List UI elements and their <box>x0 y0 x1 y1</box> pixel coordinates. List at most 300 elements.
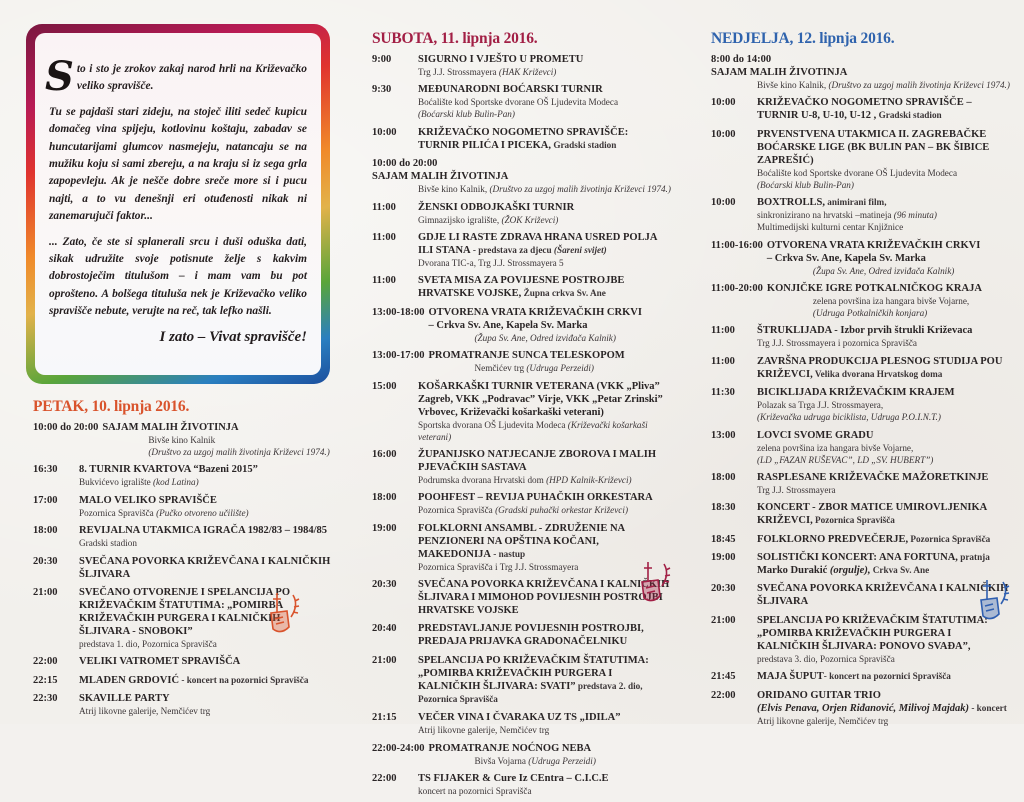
event-title-text: TS FIJAKER & Cure Iz CEntra – C.I.C.E <box>418 773 609 785</box>
event-title-text: PRVENSTVENA UTAKMICA II. ZAGREBAČKE BOĆARSKE LIGE (BK BULIN PAN – BK ŠIBICE ZAPREŠIĆ) <box>757 128 990 166</box>
event-location <box>711 79 1011 91</box>
event-time: 11:00-16:00 <box>711 239 763 251</box>
event-location-text: Pozornica Spravišča <box>79 507 154 518</box>
event-location <box>79 705 333 717</box>
event-body <box>757 429 1011 466</box>
event-time: 10:00 <box>711 97 736 109</box>
sunday-title: NEDJELJA, 12. lipnja 2016. <box>711 30 895 47</box>
event-location-text: Bivša Vojarna <box>474 755 526 766</box>
event-location <box>418 724 672 736</box>
event-organizer: (LD „FAZAN RUŠEVAC”, LD „SV. HUBERT”) <box>757 454 934 465</box>
event-location <box>418 561 672 573</box>
crest-icon-saturday <box>638 560 674 604</box>
event-location-text: Bivše kino Kalnik, <box>757 80 827 90</box>
event-suffix2: Crkva Sv. Ane <box>870 565 930 576</box>
event-organizer: (kod Latina) <box>153 477 199 488</box>
event-title-text: OTVORENA VRATA KRIŽEVAČKIH CRKVI <box>428 306 642 318</box>
event-location-text: zelena površina iza hangara bivše Vojarne, <box>812 295 970 306</box>
event-item <box>372 126 672 152</box>
event-title-text: KONCERT - ZBOR MATICE UMIROVLJENIKA KRIŽEVCI, <box>757 502 987 527</box>
event-time: 9:00 <box>372 54 392 65</box>
event-suffix: - koncert na pozornici Spravišča <box>179 674 309 685</box>
event-body <box>418 448 672 486</box>
event-location-text: Gimnazijsko igralište, <box>418 214 500 225</box>
event-item <box>372 201 672 226</box>
event-title-text: FOLKLORNO PREDVEČERJE, <box>757 533 909 545</box>
event-title <box>418 274 672 300</box>
event-item <box>33 692 333 717</box>
event-title-line2 <box>429 319 673 332</box>
event-location <box>429 755 673 767</box>
event-item <box>711 282 1011 319</box>
event-location <box>418 419 672 443</box>
event-item <box>711 670 1011 683</box>
event-time: 11:00-20:00 <box>711 282 763 294</box>
event-item <box>711 128 1011 191</box>
event-body <box>418 622 672 648</box>
event-location-text: Dvorana TIC-a, Trg J.J. Strossmayera 5 <box>418 257 564 268</box>
event-title-text: KONJIČKE IGRE POTKALNIČKOG KRAJA <box>766 282 982 294</box>
event-body <box>79 463 333 488</box>
event-item <box>372 380 672 443</box>
event-item <box>33 524 333 549</box>
event-location-text: Bivše kino Kalnik <box>148 435 216 445</box>
event-organizer: (Udruga Perzeidi) <box>528 755 596 766</box>
event-organizer: (Župa Sv. Ane, Odred izviđača Kalnik) <box>812 265 955 276</box>
event-title-text: VELIKI VATROMET SPRAVIŠČA <box>79 656 241 668</box>
event-title-text: ŽUPANIJSKO NATJECANJE ZBOROVA I MALIH PJEVAČKIH SASTAVA <box>418 448 657 473</box>
event-title-text: MAJA ŠUPUT <box>757 671 824 683</box>
event-time: 22:00 <box>33 656 58 668</box>
event-item <box>711 53 1011 91</box>
event-organizer: (Gradski puhački orkestar Križevci) <box>495 505 628 516</box>
event-location <box>79 507 333 519</box>
event-title <box>418 201 672 214</box>
event-title <box>757 96 1011 122</box>
event-item <box>372 742 672 767</box>
event-location-text: sinkronizirano na hrvatski –matineja <box>757 210 892 221</box>
event-location-text: Trg J.J. Strossmayera <box>418 67 497 77</box>
event-title <box>418 711 672 724</box>
event-title2: Marko Durakić <box>757 565 828 577</box>
event-title <box>79 494 333 507</box>
event-title2-italic: (Elvis Penava, Orjen Riđanović, Milivoj Majdak) <box>757 702 970 714</box>
event-title <box>418 448 672 474</box>
event-title <box>418 380 672 419</box>
event-item <box>372 654 672 706</box>
event-title-text: KOŠARKAŠKI TURNIR VETERANA (VKK „Pliva” Zagreb, VKK „Podravac” Virje, VKK „Petar Zrinski” Vrbovec, Križevački košarkaški veterani) <box>418 380 663 418</box>
event-title <box>429 349 673 362</box>
event-title-text: MALO VELIKO SPRAVIŠČE <box>79 494 217 506</box>
event-item <box>372 231 672 269</box>
event-organizer: (Križevačka udruga biciklista, Udruga P.O.I.N.T.) <box>757 412 941 423</box>
event-title <box>79 655 333 668</box>
event-body <box>757 614 1011 665</box>
event-time: 16:30 <box>33 464 58 476</box>
event-time: 18:00 <box>372 492 397 504</box>
event-suffix: Gradski stadion <box>876 110 942 121</box>
event-time: 13:00 <box>711 429 736 441</box>
event-title <box>429 306 673 319</box>
event-body <box>757 582 1011 608</box>
event-location-text: Boćalište kod Sportske dvorane OŠ Ljudevita Modeca <box>757 167 958 178</box>
event-organizer: (Boćarski klub Bulin-Pan) <box>757 179 854 190</box>
event-location <box>79 638 333 650</box>
event-suffix: animirani film, <box>824 197 887 208</box>
friday-title: PETAK, 10. lipnja 2016. <box>33 398 190 415</box>
event-body <box>757 471 1011 496</box>
event-title2: – Crkva Sv. Ane, Kapela Sv. Marka <box>766 252 926 264</box>
event-title-text: OTVORENA VRATA KRIŽEVAČKIH CRKVI <box>766 239 981 251</box>
event-time: 20:30 <box>33 555 58 567</box>
event-location <box>757 399 1011 411</box>
saturday-events <box>372 53 672 797</box>
event-title-text: FOLKLORNI ANSAMBL - ZDRUŽENIE NA PENZIONERI NA OPŠTINA KOČANI, MAKEDONIJA <box>418 522 625 560</box>
event-suffix: pratnja <box>957 552 990 563</box>
event-location-text: Trg J.J. Strossmayera <box>757 484 836 495</box>
event-time: 22:00-24:00 <box>372 742 425 754</box>
event-title-text: SVEČANO OTVORENJE I SPELANCIJA PO KRIŽEVAČKIM ŠTATUTIMA: „POMIRBA KRIŽEVAČKIH PURGERA I KALNIČKIH ŠLJIVARA - SNOBOKI” <box>79 586 290 637</box>
event-item <box>372 448 672 486</box>
event-title-text: ŽENSKI ODBOJKAŠKI TURNIR <box>418 201 575 213</box>
event-title-text: GDJE LI RASTE ZDRAVA HRANA USRED POLJA ILI STANA <box>418 231 657 256</box>
event-item <box>372 274 672 300</box>
friday-events <box>33 421 333 717</box>
event-title <box>757 386 1011 399</box>
event-title-text: REVIJALNA UTAKMICA IGRAČA 1982/83 – 1984/85 <box>79 525 328 537</box>
event-title <box>79 674 333 687</box>
event-body <box>102 421 333 458</box>
dropcap-letter: S <box>45 53 74 100</box>
event-location <box>372 183 672 195</box>
event-location <box>757 442 1011 454</box>
event-title <box>372 170 672 183</box>
event-body <box>429 742 673 767</box>
event-time: 22:00 <box>711 689 736 701</box>
event-title <box>757 614 1011 653</box>
event-item <box>711 533 1011 546</box>
event-body <box>418 578 672 617</box>
event-title-line2 <box>757 702 1011 715</box>
event-title <box>757 533 1011 546</box>
event-item <box>372 578 672 617</box>
event-body <box>79 524 333 549</box>
event-item <box>33 674 333 687</box>
event-body <box>418 654 672 706</box>
event-body <box>79 655 333 668</box>
event-location-text: Atrij likovne galerije, Nemčićev trg <box>757 715 889 726</box>
event-body <box>711 66 1011 91</box>
event-title-text: SIGURNO I VJEŠTO U PROMETU <box>418 54 584 65</box>
event-time: 11:00 <box>711 355 735 367</box>
event-location: Multimedijski kulturni centar Knjižnice <box>757 222 904 233</box>
event-item <box>711 582 1011 608</box>
event-item <box>372 83 672 120</box>
event-location-text: Boćalište kod Sportske dvorane OŠ Ljudevita Modeca <box>418 97 619 108</box>
event-time: 18:45 <box>711 533 736 545</box>
crest-icon-sunday <box>977 578 1013 622</box>
event-time: 22:00 <box>372 773 397 785</box>
event-title-text: VEČER VINA I ČVARAKA UZ TS „IDILA” <box>418 712 621 724</box>
event-location-text: Pozornica Spravišča <box>418 505 493 516</box>
event-suffix: Pozornica Spravišča <box>812 515 895 526</box>
event-title-text: SOLISTIČKI KONCERT: ANA FORTUNA, <box>757 552 958 564</box>
event-time: 11:30 <box>711 387 735 399</box>
event-item <box>372 711 672 736</box>
event-body <box>79 692 333 717</box>
event-time: 16:00 <box>372 448 397 460</box>
event-title-text: PROMATRANJE NOĆNOG NEBA <box>428 742 592 754</box>
event-body <box>757 96 1011 122</box>
event-title-text: BOXTROLLS, <box>757 197 825 209</box>
event-body <box>418 380 672 443</box>
event-title <box>757 689 1011 702</box>
event-suffix: - koncert na pozornici Spravišča <box>823 671 951 682</box>
event-title <box>757 196 1011 209</box>
event-title-text: SVETA MISA ZA POVIJESNE POSTROJBE HRVATSKE VOJSKE, <box>418 275 625 300</box>
event-location-text: Nemčićev trg <box>474 363 525 374</box>
event-suffix: - predstava za djecu <box>470 244 554 255</box>
event-title <box>418 126 672 152</box>
event-location-text: Sportska dvorana OŠ Ljudevita Modeca <box>418 419 566 430</box>
event-suffix2: - koncert <box>969 702 1007 713</box>
event-location <box>79 537 333 549</box>
event-location-text: Podrumska dvorana Hrvatski dom <box>418 474 544 485</box>
intro-box <box>26 24 330 384</box>
event-title <box>79 524 333 537</box>
sunday-events <box>711 53 1011 727</box>
event-body <box>757 670 1011 683</box>
event-location-text: koncert na pozornici Spravišča <box>418 786 532 797</box>
event-time: 21:15 <box>372 712 397 724</box>
event-location <box>418 504 672 516</box>
event-item <box>711 324 1011 349</box>
saturday-schedule <box>372 30 672 802</box>
event-location-text: Atrij likovne galerije, Nemčićev trg <box>79 706 211 717</box>
event-body <box>767 282 1011 319</box>
event-location <box>418 785 672 797</box>
event-title <box>757 670 1011 683</box>
event-item <box>33 555 333 581</box>
event-time: 11:00 <box>372 201 396 213</box>
event-title <box>757 471 1011 484</box>
event-title <box>757 582 1011 608</box>
event-location-text: Atrij likovne galerije, Nemčićev trg <box>418 725 550 736</box>
event-location-text: Pozornica Spravišča i Trg J.J. Strossmayera <box>418 561 579 572</box>
event-time: 10:00 <box>372 126 397 138</box>
event-title <box>418 622 672 648</box>
event-location <box>418 96 672 108</box>
event-body <box>418 83 672 120</box>
event-title <box>757 324 1011 337</box>
event-body <box>757 324 1011 349</box>
event-location-text: Bivše kino Kalnik, <box>418 184 488 195</box>
event-title-text: MEĐUNARODNI BOĆARSKI TURNIR <box>418 84 603 96</box>
event-time: 10:00 <box>711 128 736 140</box>
event-title <box>418 522 672 561</box>
event-location <box>757 715 1011 727</box>
event-location <box>418 257 672 269</box>
event-item <box>372 157 672 195</box>
event-time: 11:00 <box>372 275 396 287</box>
event-body <box>418 53 672 78</box>
event-suffix: predstava 2. dio, Pozornica Spravišča <box>418 680 643 704</box>
crest-icon-friday <box>267 591 303 635</box>
event-time: 13:00-18:00 <box>372 306 425 318</box>
event-location <box>418 214 672 226</box>
saturday-title: SUBOTA, 11. lipnja 2016. <box>372 30 538 47</box>
event-body <box>757 689 1011 727</box>
event-item <box>33 655 333 668</box>
event-item <box>372 772 672 797</box>
event-time: 15:00 <box>372 380 397 392</box>
event-title <box>757 501 1011 527</box>
event-body <box>757 386 1011 423</box>
event-title-text: SVEČANA POVORKA KRIŽEVČANA I KALNIČKIH ŠLJIVARA <box>757 583 1009 608</box>
event-item <box>372 53 672 78</box>
event-location <box>757 209 1011 221</box>
intro-paragraph-1: Sto i sto je zrokov zakaj narod hrli na Križevačko veliko spravišče. <box>45 53 307 100</box>
event-time: 19:00 <box>711 552 736 564</box>
event-title-text: KRIŽEVAČKO NOGOMETNO SPRAVIŠČE: TURNIR PILIĆA I PICEKA, <box>418 126 629 151</box>
event-body <box>757 533 1011 546</box>
event-item <box>711 614 1011 665</box>
event-item <box>711 386 1011 423</box>
event-item <box>372 622 672 648</box>
event-title-text: SVEČANA POVORKA KRIŽEVČANA I KALNIČKIH ŠLJIVARA <box>79 555 331 580</box>
event-body <box>418 711 672 736</box>
event-suffix: Pozornica Spravišča <box>908 533 991 544</box>
event-location <box>757 653 1011 665</box>
event-time: 10:00 do 20:00 <box>33 422 99 433</box>
event-body <box>79 555 333 581</box>
event-time: 13:00-17:00 <box>372 350 425 362</box>
event-title-text: SPELANCIJA PO KRIŽEVAČKIM ŠTATUTIMA: „POMIRBA KRIŽEVAČKIH PURGERA I KALNIČKIH ŠLJIVARA: PONOVO SVAĐA”, <box>757 614 988 652</box>
event-location-text: zelena površina iza hangara bivše Vojarne, <box>757 442 914 453</box>
event-body <box>757 196 1011 233</box>
event-body <box>757 128 1011 191</box>
event-organizer: (Pučko otvoreno učilište) <box>156 507 249 518</box>
event-item <box>711 551 1011 577</box>
intro-text <box>35 33 321 375</box>
intro-signature: I zato – Vivat spravišče! <box>159 328 307 345</box>
event-title-text: SAJAM MALIH ŽIVOTINJA <box>711 67 848 78</box>
intro-paragraph-3: ... Zato, če ste si splanerali srcu i duši oduška dati, sikak udružite svoje potisnute želje s kakvim dobrostoječim titulušom – i mam vam bu pot oprošteno. A bolšega tituluša nek je Križevačko veliko spravišče nebute, verujte na reč, tak lefko našli. <box>49 235 307 318</box>
event-time: 10:00 do 20:00 <box>372 158 438 170</box>
event-time: 19:00 <box>372 522 397 534</box>
event-time: 17:00 <box>33 494 58 506</box>
event-location <box>757 167 1011 179</box>
event-time: 20:40 <box>372 623 397 635</box>
event-suffix: Gradski stadion <box>551 139 617 150</box>
event-time: 9:30 <box>372 84 392 96</box>
event-time: 20:30 <box>711 583 736 595</box>
event-title2: – Crkva Sv. Ane, Kapela Sv. Marka <box>428 319 588 331</box>
event-title <box>418 83 672 96</box>
event-body <box>418 274 672 300</box>
event-time: 22:30 <box>33 693 58 705</box>
event-location <box>767 295 1011 307</box>
event-body <box>429 349 673 374</box>
event-item <box>33 463 333 488</box>
event-title <box>79 463 333 476</box>
event-title <box>102 421 333 434</box>
event-body <box>418 126 672 152</box>
event-organizer: (HPD Kalnik-Križevci) <box>546 474 632 485</box>
event-time: 10:00 <box>711 197 736 209</box>
event-title-text: ZAVRŠNA PRODUKCIJA PLESNOG STUDIJA POU KRIŽEVCI, <box>757 355 1003 380</box>
event-title-text: BICIKLIJADA KRIŽEVAČKIM KRAJEM <box>757 387 955 399</box>
event-item <box>711 501 1011 527</box>
event-title <box>418 578 672 617</box>
event-organizer: (Društvo za uzgoj malih životinja Križevci 1974.) <box>828 80 1010 90</box>
event-location <box>757 484 1011 496</box>
event-organizer: (HAK Križevci) <box>498 67 557 77</box>
event-item <box>711 239 1011 277</box>
event-body <box>757 501 1011 527</box>
event-title <box>418 231 672 257</box>
event-body <box>418 772 672 797</box>
event-title2-italic: (orgulje), <box>827 565 871 577</box>
event-title-text: RASPLESANE KRIŽEVAČKE MAŽORETKINJE <box>757 471 989 483</box>
event-title-text: LOVCI SVOME GRADU <box>757 429 874 441</box>
event-body <box>79 674 333 687</box>
event-item <box>33 421 333 458</box>
event-suffix: Velika dvorana Hrvatskog doma <box>812 368 943 379</box>
event-body <box>757 551 1011 577</box>
event-title <box>418 654 672 706</box>
event-body <box>418 201 672 226</box>
event-organizer: (ŽOK Križevci) <box>501 214 559 225</box>
event-body <box>372 170 672 195</box>
event-location-text: Bukvićevo igralište <box>79 477 151 488</box>
event-time: 18:00 <box>33 525 58 537</box>
event-title <box>711 66 1011 79</box>
event-location <box>429 362 673 374</box>
event-location <box>418 66 672 78</box>
event-location <box>102 434 333 446</box>
intro-paragraph-2: Tu se pajdaši stari zideju, na stoječ iliti sedeč kupicu domačeg vina spijeju, kotlovinu koštaju, zabadav se huncutarijami glumcov nasmejeju, natancaju se na mužiku koju si sami zbereju, a na kraju si iz sega grla zapopevleju. Ak je nešče dobre sreče more si i pucu najti, a to vu denešnji eri otuđenosti nikak ni zanemarujuči faktor... <box>49 105 307 223</box>
event-title-text: PREDSTAVLJANJE POVIJESNIH POSTROJBI, PREDAJA PRIJAVKA GRADONAČELNIKU <box>418 623 644 648</box>
event-time: 21:00 <box>372 654 397 666</box>
event-time: 11:00 <box>711 325 735 337</box>
event-title <box>757 551 1011 564</box>
event-title <box>418 491 672 504</box>
event-title-text: MLADEN GRDOVIĆ <box>79 674 180 686</box>
event-organizer: (Udruga Potkalničkih konjara) <box>812 307 928 318</box>
event-organizer: (Udruga Perzeidi) <box>526 363 594 374</box>
event-title <box>757 429 1011 442</box>
event-item <box>711 471 1011 496</box>
event-title <box>429 742 673 755</box>
event-item <box>372 522 672 573</box>
event-item <box>711 196 1011 233</box>
event-title <box>79 555 333 581</box>
event-suffix: Župna crkva Sv. Ane <box>521 288 606 299</box>
event-suffix: - nastup <box>490 548 526 559</box>
event-time: 11:00 <box>372 231 396 243</box>
event-time: 20:30 <box>372 579 397 591</box>
event-time: 21:00 <box>711 614 736 626</box>
event-body <box>418 231 672 269</box>
event-organizer: (Župa Sv. Ane, Odred izviđača Kalnik) <box>474 332 616 343</box>
event-body <box>429 306 673 344</box>
event-title <box>418 772 672 785</box>
event-title-text: PROMATRANJE SUNCA TELESKOPOM <box>428 350 625 362</box>
event-title-text: POOHFEST – REVIJA PUHAČKIH ORKESTARA <box>418 492 653 504</box>
sunday-schedule <box>711 30 1011 732</box>
event-item <box>711 689 1011 727</box>
